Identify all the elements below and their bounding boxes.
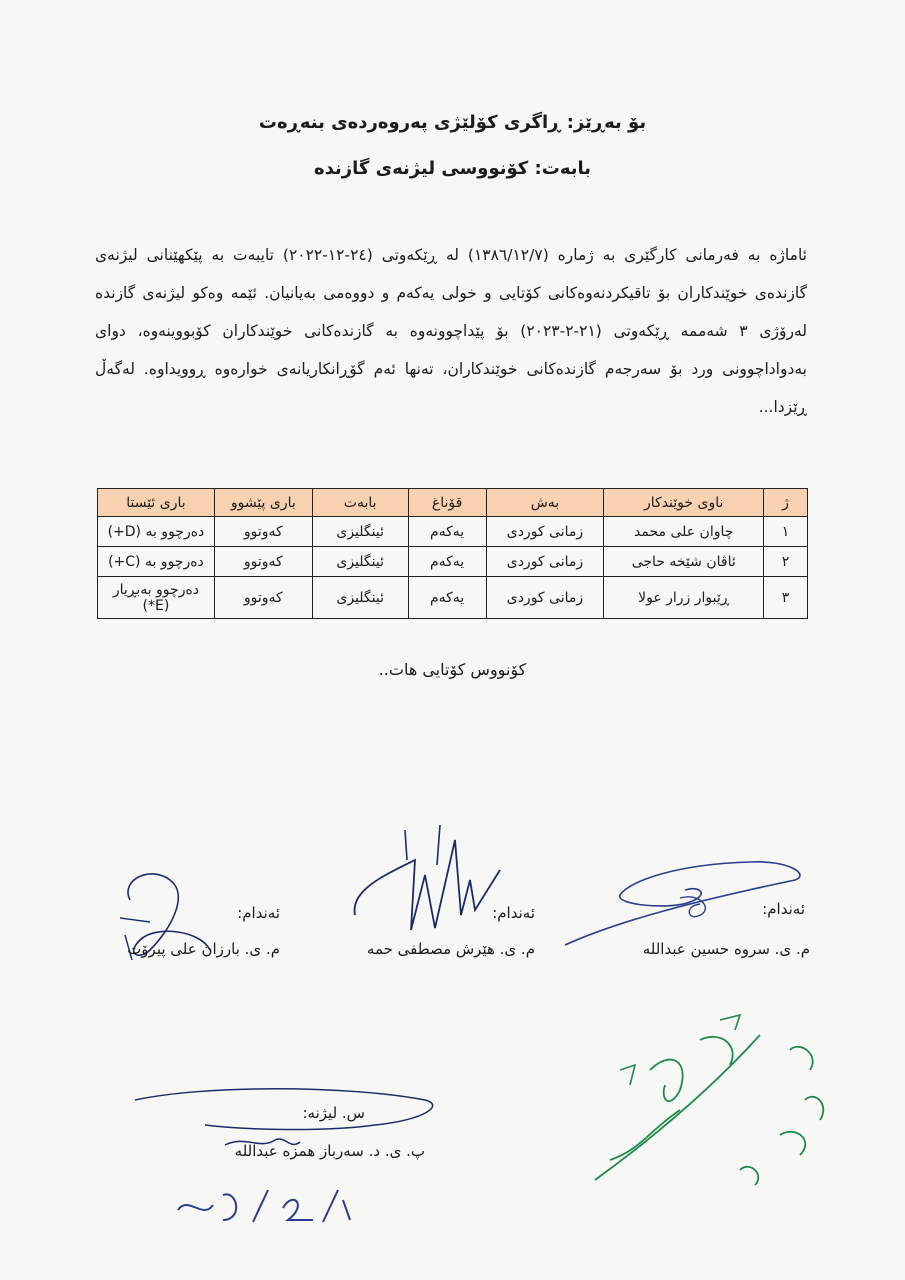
header-cell: باری ئێستا [98, 489, 215, 517]
member-1-name: م. ی. سروە حسین عبداللە [642, 940, 810, 958]
chair-name: پ. ی. د. سەرباز همزە عبداللە [234, 1142, 425, 1160]
table-cell: یەکەم [408, 547, 486, 577]
table-cell: ٣ [764, 577, 808, 619]
table-row [98, 517, 808, 547]
table-row [98, 547, 808, 577]
table-cell: زمانی کوردی [486, 547, 604, 577]
chair-label: س. لیژنە: [302, 1104, 365, 1122]
member-3-name: م. ی. بارزان علی پیرۆت [127, 940, 280, 958]
table-cell: کەوتوو [214, 547, 312, 577]
table-cell: یەکەم [408, 577, 486, 619]
grievance-table [97, 488, 808, 619]
heading-recipient: بۆ بەڕێز: ڕاگری کۆلێژی پەروەردەی بنەڕەت [258, 112, 647, 133]
table-cell: زمانی کوردی [486, 577, 604, 619]
table-cell: دەرچوو بە (D+) [98, 517, 215, 547]
closing-line: کۆنووس کۆتایی هات.. [378, 660, 527, 679]
heading-subject: بابەت: کۆنووسی لیژنەی گازندە [313, 158, 592, 179]
table-cell: ئاڤان شێخە حاجی [604, 547, 764, 577]
table-cell: ١ [764, 517, 808, 547]
table-cell: ئینگلیزی [312, 577, 408, 619]
table-cell: کەوتوو [214, 577, 312, 619]
member-3-label: ئەندام: [237, 904, 280, 922]
header-cell: باری پێشوو [214, 489, 312, 517]
header-cell: قۆناغ [408, 489, 486, 517]
table-header-row [98, 489, 808, 517]
table-cell: چاوان علی محمد [604, 517, 764, 547]
table-cell: کەوتوو [214, 517, 312, 547]
member-1-label: ئەندام: [762, 900, 805, 918]
table-cell: ئینگلیزی [312, 517, 408, 547]
header-cell: ژ [764, 489, 808, 517]
member-2-name: م. ی. هێرش مصطفى حمە [366, 940, 535, 958]
signature-member-2 [345, 820, 510, 935]
table-cell: یەکەم [408, 517, 486, 547]
table-cell: ئینگلیزی [312, 547, 408, 577]
body-paragraph: ئاماژە بە فەرمانی کارگێری بە ژمارە (١٣٨٦/١٢/٧) لە ڕێکەوتی (٢٤-١٢-٢٠٢٢) تایبەت بە پێکهێنانی لیژنەی گازندەی خوێندکاران بۆ تاقیکردنەوەکانی کۆتایی و خولی یەکەم و دووەمی بەیانیان. ئێمە وەکو لیژنەی گازندە لەرۆژی ٣ شەممە ڕێکەوتی (٢١-٢-٢٠٢٣) بۆ پێداچوونەوە بە گازندەکانی خوێندکاران کۆبووینەوە، دوای بەدواداچوونی ورد بۆ سەرجەم گازندەکانی خوێندکاران، تەنها ئەم گۆڕانکاریانەی خوارەوە ڕوویداوە. لەگەڵ ڕێزدا... [95, 246, 807, 416]
table-row [98, 577, 808, 619]
header-cell: بابەت [312, 489, 408, 517]
table-cell: ڕێبوار زرار عولا [604, 577, 764, 619]
member-2-label: ئەندام: [492, 904, 535, 922]
table-cell: دەرچوو بە (C+) [98, 547, 215, 577]
table-cell: زمانی کوردی [486, 517, 604, 547]
table-cell: دەرچوو بەبڕیار (E*) [98, 577, 215, 619]
handwritten-approval-note [590, 1010, 840, 1190]
table-cell: ٢ [764, 547, 808, 577]
handwritten-date [168, 1180, 358, 1234]
header-cell: بەش [486, 489, 604, 517]
header-cell: ناوی خوێندکار [604, 489, 764, 517]
